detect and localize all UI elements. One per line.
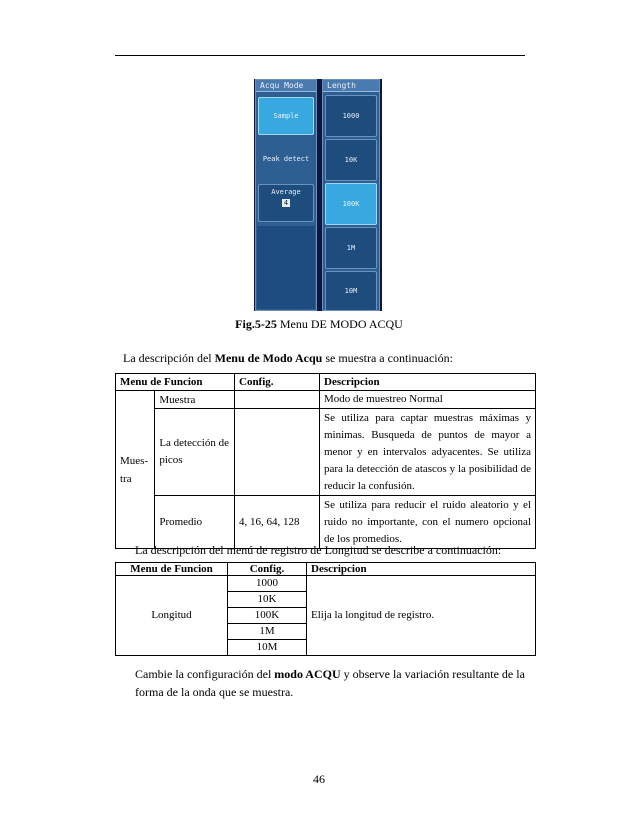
function-cell: Longitud [116, 576, 228, 656]
table-row [116, 409, 536, 496]
description-cell: Se utiliza para reducir el ruido aleatorio y el ruido no importante, con el numero opcional de los promedios. [320, 496, 536, 549]
description-cell: Elija la longitud de registro. [307, 576, 536, 656]
group-label-text: Mues-tra [120, 454, 149, 485]
table-row [116, 391, 536, 409]
config-cell [235, 391, 320, 409]
page-number: 46 [313, 772, 325, 786]
length-10k-button[interactable]: 10K [325, 139, 377, 181]
description-cell: Modo de muestreo Normal [320, 391, 536, 409]
config-cell: 100K [228, 608, 307, 624]
length-1000-button[interactable]: 1000 [325, 95, 377, 137]
figure-label: Fig.5-25 [235, 317, 277, 331]
length-10m-button[interactable]: 10M [325, 271, 377, 311]
intro-paragraph-1 [123, 349, 453, 367]
description-cell: Se utiliza para captar muestras máximas y minimas. Busqueda de puntos de mayor a menor y en intervalos adyacentes. Se utiliza para la detección de atascos y la posibilidad de reducir la confusión. [320, 409, 536, 496]
table-header-row [116, 374, 536, 391]
average-value: 4 [283, 199, 289, 207]
length-1m-button[interactable]: 1M [325, 227, 377, 269]
peak-detect-button[interactable]: Peak detect [262, 155, 310, 163]
col-header-config: Config. [228, 563, 307, 576]
intro1-text-a: La descripción del [123, 351, 215, 365]
menu-empty-area [257, 226, 315, 309]
group-label [116, 391, 155, 549]
average-label: Average [271, 188, 301, 196]
intro-paragraph-2: La descripción del menú de registro de Longitud se describe a continuación: [135, 543, 502, 557]
figure-caption-text: Menu DE MODO ACQU [276, 317, 403, 331]
closing-text-a: Cambie la configuración del [135, 667, 275, 681]
header-rule [115, 55, 525, 56]
col-header-description: Descripcion [307, 563, 536, 576]
config-cell: 1000 [228, 576, 307, 592]
closing-paragraph [135, 665, 535, 701]
function-cell: Muestra [155, 391, 235, 409]
length-menu [322, 79, 380, 311]
figure-caption [0, 317, 638, 332]
config-cell [235, 409, 320, 496]
config-cell: 4, 16, 64, 128 [235, 496, 320, 549]
function-cell: La detección de picos [155, 409, 235, 496]
config-cell: 10K [228, 592, 307, 608]
closing-bold: modo ACQU [274, 667, 341, 681]
length-table [115, 562, 536, 656]
acqu-mode-menu [255, 79, 317, 311]
col-header-description: Descripcion [320, 374, 536, 391]
table-row [116, 576, 536, 592]
function-cell: Promedio [155, 496, 235, 549]
length-header: Length [323, 80, 379, 92]
col-header-function: Menu de Funcion [116, 563, 228, 576]
sample-button[interactable]: Sample [258, 97, 314, 135]
length-100k-button[interactable]: 100K [325, 183, 377, 225]
acqu-mode-header: Acqu Mode [256, 80, 316, 92]
oscilloscope-menu-image [254, 79, 382, 311]
col-header-function: Menu de Funcion [116, 374, 235, 391]
table-header-row [116, 563, 536, 576]
col-header-config: Config. [235, 374, 320, 391]
intro1-bold: Menu de Modo Acqu [214, 351, 323, 365]
intro1-text-c: se muestra a continuación: [322, 351, 453, 365]
config-cell: 10M [228, 640, 307, 656]
closing-text-c: y observe la variación resultante de la forma de la onda que se muestra. [135, 667, 525, 699]
config-cell: 1M [228, 624, 307, 640]
average-button[interactable] [258, 184, 314, 222]
acqu-mode-table [115, 373, 536, 549]
